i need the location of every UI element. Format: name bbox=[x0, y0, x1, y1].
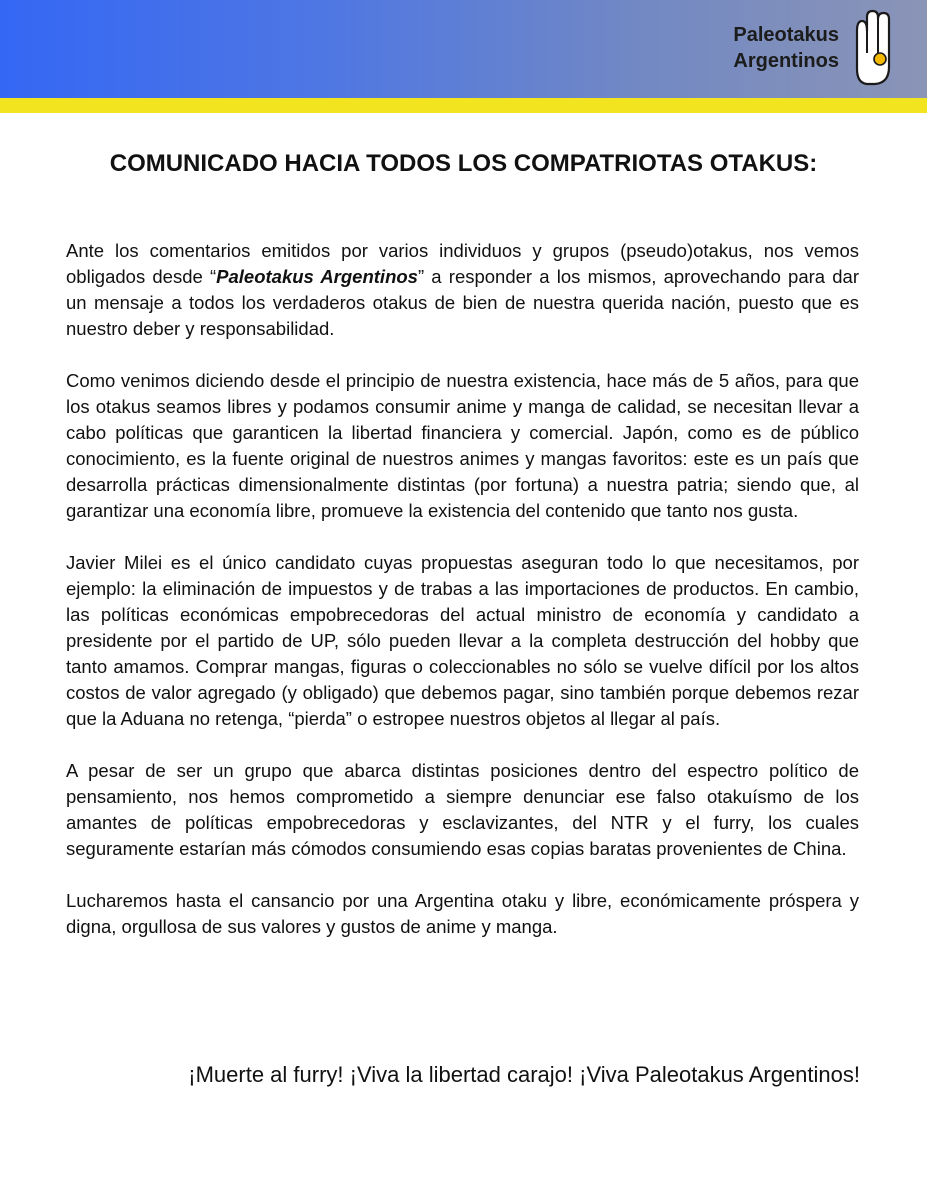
paragraph-1-after: ” a responder a los mismos, aprovechando para dar un mensaje a todos los verdaderos otakus de bien de nuestra querida nación, puesto que es nuestro deber y responsabilidad. bbox=[66, 266, 859, 339]
brand-line-1: Paleotakus bbox=[733, 24, 839, 46]
closing-slogan: ¡Muerte al furry! ¡Viva la libertad carajo! ¡Viva Paleotakus Argentinos! bbox=[188, 1062, 860, 1087]
paragraph-1-before: Ante los comentarios emitidos por varios individuos y grupos (pseudo)otakus, nos vemos obligados desde “ bbox=[66, 240, 859, 287]
paragraph-2: Como venimos diciendo desde el principio de nuestra existencia, hace más de 5 años, para que los otakus seamos libres y podamos consumir anime y manga de calidad, se necesitan llevar a cabo políticas que garanticen la libertad financiera y comercial. Japón, como es de público conocimiento, es la fuente original de nuestros animes y mangas favoritos: este es un país que desarrolla prácticas dimensionalmente distintas (por fortuna) a nuestra patria; siendo que, al garantizar una economía libre, promueve la existencia del contenido que tanto nos gusta. bbox=[66, 370, 859, 521]
raised-hand-icon bbox=[853, 9, 895, 87]
document-title: COMUNICADO HACIA TODOS LOS COMPATRIOTAS OTAKUS: bbox=[109, 150, 818, 177]
paragraph-5: Lucharemos hasta el cansancio por una Argentina otaku y libre, económicamente próspera y digna, orgullosa de sus valores y gustos de anime y manga. bbox=[66, 890, 859, 937]
paragraph-3: Javier Milei es el único candidato cuyas propuestas aseguran todo lo que necesitamos, por ejemplo: la eliminación de impuestos y de trabas a las importaciones de productos. En cambio, las políticas económicas empobrecedoras del actual ministro de economía y candidato a presidente por el partido de UP, sólo pueden llevar a la completa destrucción del hobby que tanto amamos. Comprar mangas, figuras o coleccionables no sólo se vuelve difícil por los altos costos de valor agregado (y obligado) que debemos pagar, sino también porque debemos rezar que la Aduana no retenga, “pierda” o estropee nuestros objetos al llegar al país. bbox=[66, 552, 859, 729]
document-body bbox=[66, 238, 859, 966]
paragraph-1 bbox=[66, 238, 859, 342]
header-stripe bbox=[0, 98, 927, 113]
brand-name bbox=[733, 22, 839, 74]
group-name-emphasis: Paleotakus Argentinos bbox=[216, 266, 418, 287]
paragraph-4: A pesar de ser un grupo que abarca distintas posiciones dentro del espectro político de pensamiento, nos hemos comprometido a siempre denunciar ese falso otakuísmo de los amantes de políticas empobrecedoras y esclavizantes, del NTR y el furry, los cuales seguramente estarían más cómodos consumiendo esas copias baratas provenientes de China. bbox=[66, 760, 859, 859]
brand-line-2: Argentinos bbox=[733, 50, 839, 72]
